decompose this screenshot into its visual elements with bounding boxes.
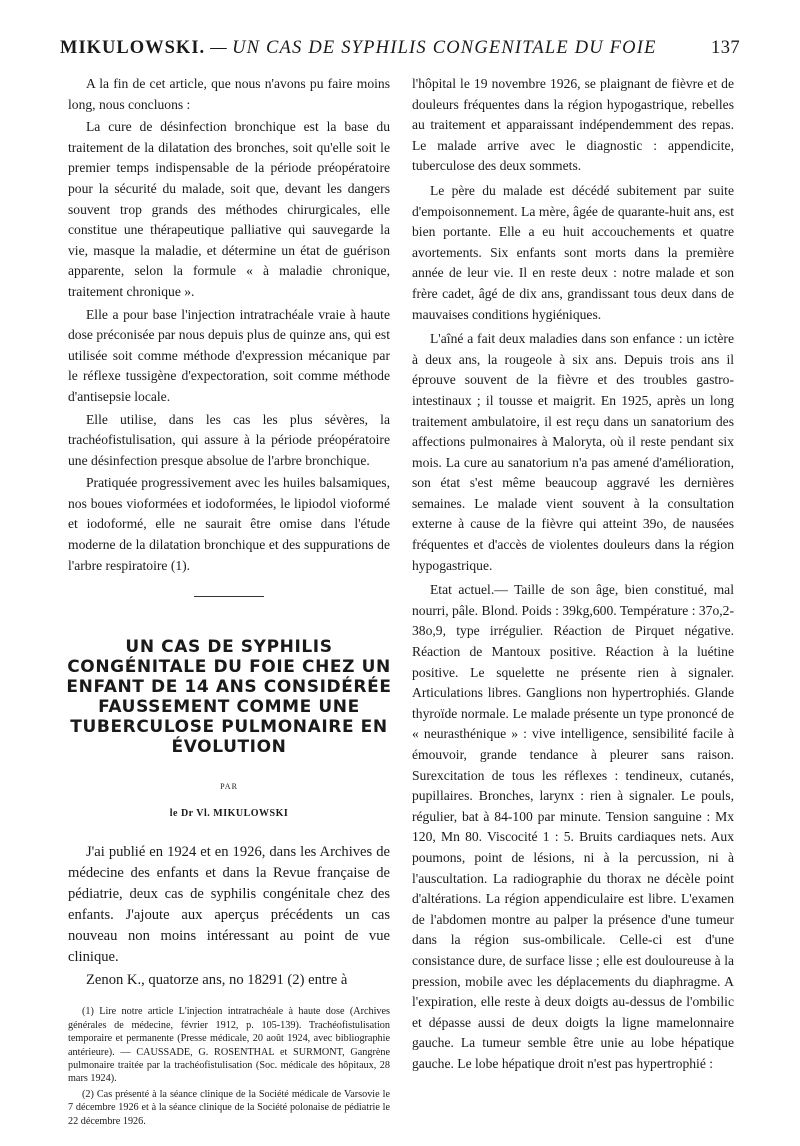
footnote-2: (2) Cas présenté à la séance clinique de la Société médicale de Varsovie le 7 décembre 1926 et à la séance clinique de la Société polonaise de pédiatrie le 22 décembre 1926. (68, 1088, 390, 1127)
intro-paragraph: J'ai publié en 1924 et en 1926, dans les Archives de médecine des enfants et dans la Revue française de pédiatrie, deux cas de syphilis congénitale chez des enfants. J'ajoute aux aperçus précédents un cas nouveau non moins intéressant au point de vue clinique. (68, 844, 390, 966)
page-number: 137 (711, 38, 740, 58)
case-paragraph: Le père du malade est décédé subitement par suite d'empoisonnement. La mère, âgée de quarante-huit ans, est bien portante. Elle a eu huit accouchements et quatre avortements. Six enfants sont morts dans la première année de leur vie. Il en reste deux : notre malade et son frère cadet, âgé de dix ans, grandissant tous deux dans de mauvaises conditions hygiéniques. (412, 182, 734, 322)
article-title: UN CAS DE SYPHILIS CONGÉNITALE DU FOIE CHEZ UN ENFANT DE 14 ANS CONSIDÉRÉE FAUSSEMENT COMME UNE TUBERCULOSE PULMONAIRE EN ÉVOLUTION (66, 637, 392, 758)
footnote-1: (1) Lire notre article L'injection intratrachéale à haute dose (Archives générales de médecine, février 1912, p. 105-139). Trachéofistulisation temporaire et permanente (Presse médicale, 20 août 1924, avec bibliographie antérieure). — CAUSSADE, G. ROSENTHAL et SURMONT, Gangrène pulmonaire traitée par la trachéofistulisation (Soc. médicale des hôpitaux, 28 mars 1924). (68, 1006, 390, 1085)
conclusion-paragraph: Pratiquée progressivement avec les huiles balsamiques, nos boues vioformées et iodoformées, le lipiodol vioformé et iodoformé, elle ne saurait être omise dans l'étude moderne de la dilatation bronchique et des suppurations de l'arbre respiratoire (1). (68, 475, 390, 573)
conclusion-intro-paragraph: A la fin de cet article, que nous n'avons pu faire moins long, nous concluons : (68, 76, 390, 112)
author-byline: le Dr Vl. MIKULOWSKI (169, 807, 289, 819)
case-paragraph: l'hôpital le 19 novembre 1926, se plaignant de fièvre et de douleurs fréquentes dans la région hypogastrique, rebelles au traitement et apparaissant indépendemment des repas. Le malade arrive avec le diagnostic : appendicite, tuberculose des deux sommets. (412, 76, 734, 174)
right-column (412, 74, 734, 1079)
section-divider (194, 596, 264, 597)
case-paragraph: Etat actuel.— Taille de son âge, bien constitué, mal nourri, pâle. Blond. Poids : 39kg,600. Température : 37o,2-38o,9, type irrégulier. Réaction de Pirquet négative. Réaction de Mantoux positive. Réaction à la luétine positive. Le squelette ne présente rien à signaler. Articulations libres. Ganglions non hypertrophiés. Glande thyroïde normale. Le malade présente un type prononcé de « neurasthénique » : vive intelligence, sensibilité facile à émouvoir, grande tendance à pleurer sans raison. Surexcitation de tous les réflexes : tendineux, cutanés, pupillaires. Bronches, larynx : rien à signaler. Le pouls, régulier, bat à 84-100 par minute. Tension sanguine : Mx 120, Mn 80. Viscocité 1 : 5. Bruits cardiaques nets. Aux poumons, point de lésions, ni à la percussion, ni à l'auscultation. La radiographie du thorax ne décèle point d'altérations. La région appendiculaire est libre. L'examen de l'abdomen montre au palper la présence d'une tumeur dans la région sus-ombilicale. Celle-ci est d'une consistance dure, de surface lisse ; elle est douloureuse à la pression, mobile avec les déplacements du diaphragme. A l'expiration, elle reste à deux doigts au-dessus de l'ombilic et dépasse aussi de deux doigts la ligne mamelonnaire gauche. La tumeur semble être unie au lobe hépatique gauche. Le lobe hépatique droit n'est pas hypertrophié : (412, 582, 734, 1071)
conclusion-paragraph: Elle utilise, dans les cas les plus sévères, la trachéofistulisation, qui assure à la période préopératoire une désinfection presque absolue de l'arbre bronchique. (68, 411, 390, 468)
intro-paragraph: Zenon K., quatorze ans, no 18291 (2) entre à (86, 972, 348, 989)
running-head-title: UN CAS DE SYPHILIS CONGENITALE DU FOIE (232, 38, 657, 58)
running-head-separator: — (210, 38, 228, 58)
running-head-author: MIKULOWSKI. (60, 38, 206, 58)
conclusion-paragraph: La cure de désinfection bronchique est la base du traitement de la dilatation des bronches, soit qu'elle soit le premier temps indispensable de la période préopératoire pour la sécurité du malade, soit que, devant les dangers souvent trop grands des méthodes chirurgicales, elle constitue une thérapeutique palliative qui sauvegarde la vie, masque la maladie, et détermine un état de guérison apparente, selon la formule « à maladie chronique, traitement chronique ». (68, 119, 390, 299)
byline-par: PAR (220, 782, 238, 792)
footnotes (68, 1005, 390, 1128)
running-head (60, 38, 740, 59)
left-column (68, 74, 390, 1130)
conclusion-paragraph: Elle a pour base l'injection intratrachéale vraie à haute dose préconisée par nous depuis plus de quinze ans, qui est utilisée soit comme méthode d'expression mécanique par le réflexe tussigène d'expectoration, soit comme méthode d'antisepsie locale. (68, 306, 390, 404)
case-paragraph: L'aîné a fait deux maladies dans son enfance : un ictère à deux ans, la rougeole à six ans. Depuis trois ans il éprouve souvent de la fièvre et des troubles gastro-intestinaux ; il tousse et maigrit. En 1925, après un long traitement ambulatoire, il est reçu dans un sanatorium des affections pulmonaires à Maloryta, où il reste pendant six mois. La cure au sanatorium n'a pas amené d'amélioration, son état s'est même beaucoup aggravé les dernières semaines. Le malade vient souvent à la consultation externe à cause de la fièvre qui atteint 39o, de nausées fréquentes et d'accès de violentes douleurs dans la région hypogastrique. (412, 331, 734, 573)
